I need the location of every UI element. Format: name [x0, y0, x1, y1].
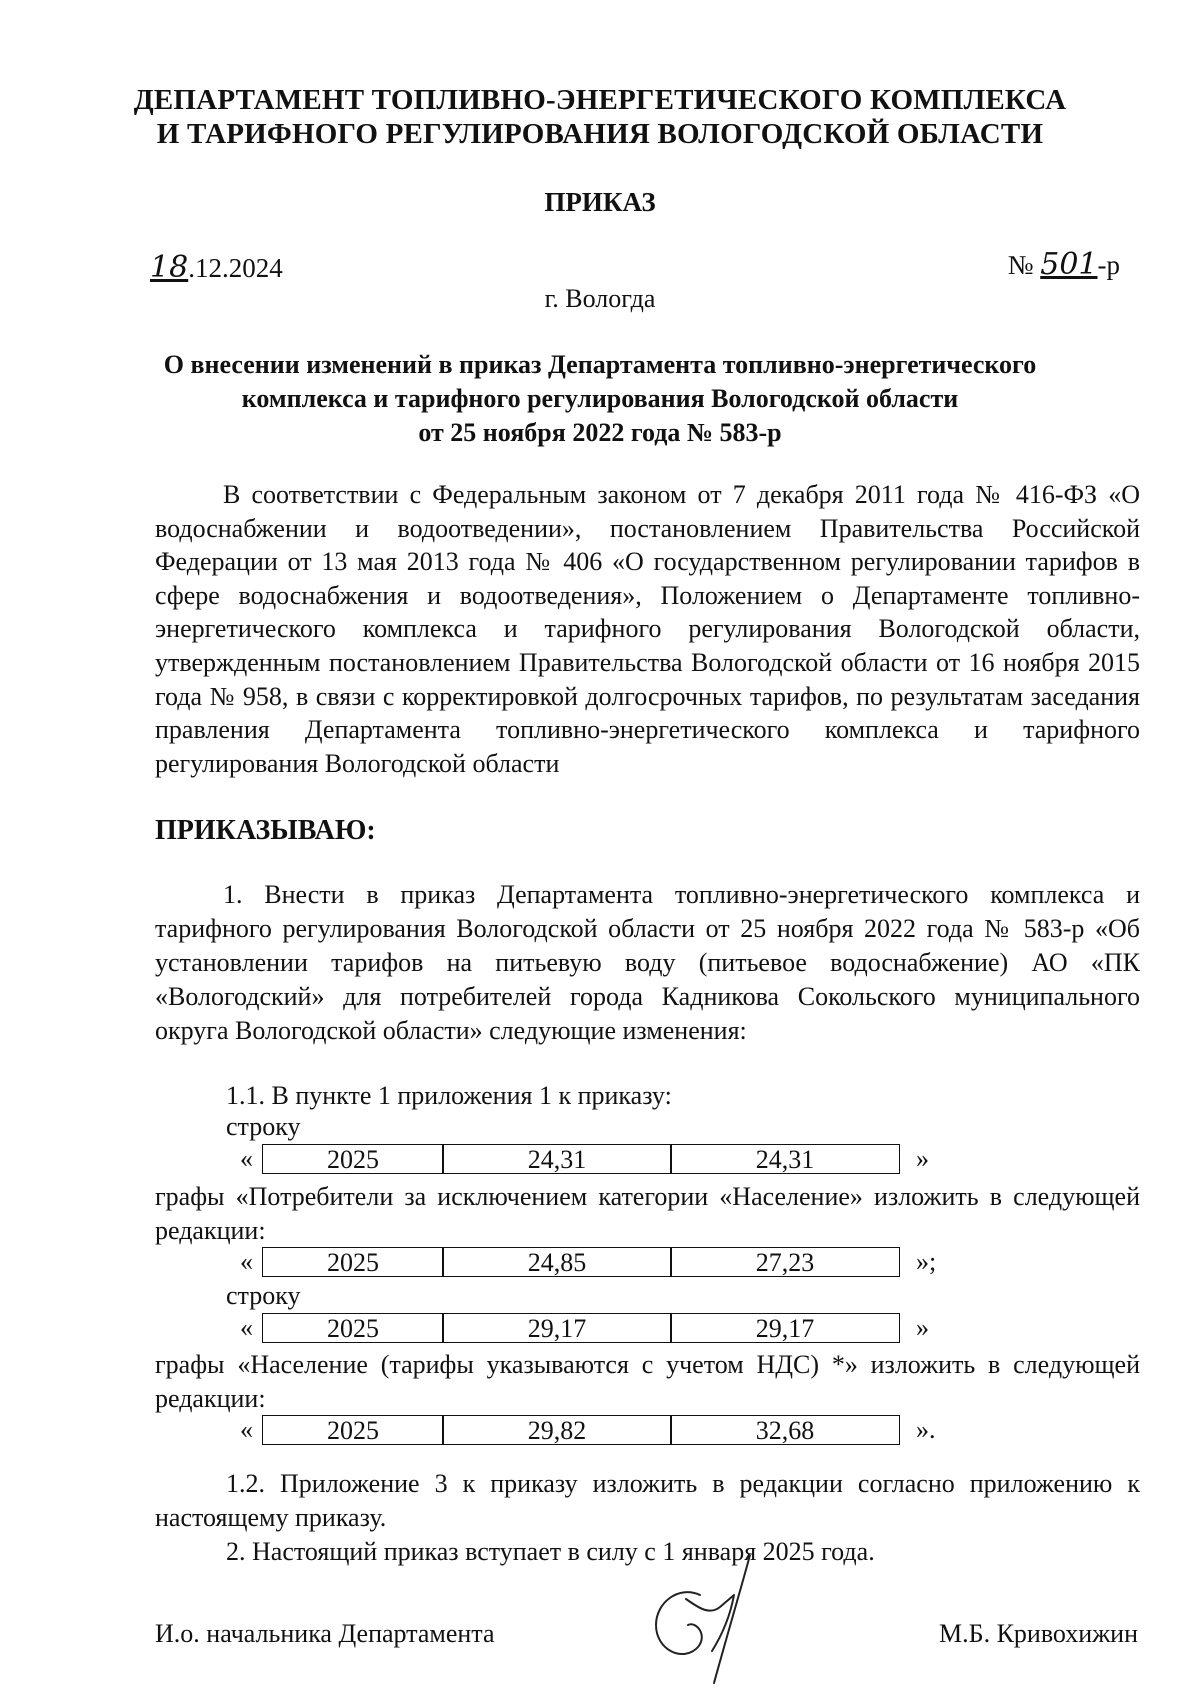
date-day-handwritten: 18	[150, 250, 189, 285]
table-cell-tariff-1: 29,82	[442, 1415, 672, 1445]
table-cell-year: 2025	[262, 1247, 444, 1277]
table-cell-tariff-1: 24,31	[442, 1144, 672, 1174]
quote-open: «	[240, 1144, 253, 1173]
document-date	[150, 250, 283, 285]
document-type: ПРИКАЗ	[544, 187, 656, 217]
table-cell-tariff-1: 24,85	[442, 1247, 672, 1277]
table-cell-year: 2025	[262, 1313, 444, 1343]
table-cell-year: 2025	[262, 1144, 444, 1174]
date-rest: .12.2024	[188, 253, 283, 283]
table-cell-tariff-2: 24,31	[670, 1144, 900, 1174]
quote-open: «	[240, 1247, 253, 1276]
graf-consumers-paragraph: графы «Потребители за исключением категории «Население» изложить в следующей редакции:	[155, 1182, 1140, 1245]
quote-close: ».	[916, 1415, 936, 1444]
city: г. Вологда	[544, 284, 656, 313]
quote-open: «	[240, 1313, 253, 1342]
table-cell-tariff-2: 29,17	[670, 1313, 900, 1343]
item-1-1: 1.1. В пункте 1 приложения 1 к приказу:	[226, 1081, 672, 1110]
table-cell-tariff-1: 29,17	[442, 1313, 672, 1343]
table-cell-tariff-2: 27,23	[670, 1247, 900, 1277]
department-title-line1: ДЕПАРТАМЕНТ ТОПЛИВНО-ЭНЕРГЕТИЧЕСКОГО КОМПЛЕКСА	[133, 84, 1067, 116]
graf-population-paragraph: графы «Население (тарифы указываются с учетом НДС) *» изложить в следующей редакции:	[155, 1350, 1140, 1413]
table-cell-tariff-2: 32,68	[670, 1415, 900, 1445]
subject-line2: комплекса и тарифного регулирования Вологодской области	[241, 384, 959, 413]
label-row-2: строку	[226, 1281, 301, 1310]
order-word: ПРИКАЗЫВАЮ:	[155, 815, 376, 846]
quote-close: »	[916, 1144, 929, 1173]
number-prefix: №	[1007, 250, 1034, 280]
signer-position: И.о. начальника Департамента	[155, 1619, 495, 1648]
quote-close: »	[916, 1313, 929, 1342]
label-row-1: строку	[226, 1112, 301, 1141]
item-1-2-paragraph: 1.2. Приложение 3 к приказу изложить в редакции согласно приложению к настоящему приказу.	[155, 1469, 1140, 1532]
subject-line1: О внесении изменений в приказ Департамента топливно-энергетического	[163, 350, 1037, 379]
item-2: 2. Настоящий приказ вступает в силу с 1 января 2025 года.	[226, 1537, 875, 1566]
item-1-paragraph: 1. Внести в приказ Департамента топливно-энергетического комплекса и тарифного регулирования Вологодской области от 25 ноября 2022 года № 583-р «Об установлении тарифов на питьевую воду (питьевое водоснабжение) АО «ПК «Вологодский» для потребителей города Кадникова Сокольского муниципального округа Вологодской области» следующие изменения:	[155, 880, 1140, 1045]
department-title-line2: И ТАРИФНОГО РЕГУЛИРОВАНИЯ ВОЛОГОДСКОЙ ОБЛАСТИ	[156, 118, 1044, 150]
number-handwritten: 501	[1040, 247, 1098, 282]
table-cell-year: 2025	[262, 1415, 444, 1445]
handwritten-signature	[638, 1555, 778, 1685]
quote-close: »;	[916, 1247, 937, 1276]
number-suffix: -р	[1097, 250, 1120, 280]
document-number	[1008, 247, 1120, 282]
subject-line3: от 25 ноября 2022 года № 583-р	[418, 418, 782, 447]
quote-open: «	[240, 1415, 253, 1444]
preamble-paragraph: В соответствии с Федеральным законом от 7 декабря 2011 года № 416-ФЗ «О водоснабжении и водоотведении», постановлением Правительства Российской Федерации от 13 мая 2013 года № 406 «О государственном регулировании тарифов в сфере водоснабжения и водоотведения», Положением о Департаменте топливно-энергетического комплекса и тарифного регулирования Вологодской области, утвержденным постановлением Правительства Вологодской области от 16 ноября 2015 года № 958, в связи с корректировкой долгосрочных тарифов, по результатам заседания правления Департамента топливно-энергетического комплекса и тарифного регулирования Вологодской области	[155, 480, 1140, 778]
signer-name: М.Б. Кривохижин	[939, 1619, 1138, 1648]
